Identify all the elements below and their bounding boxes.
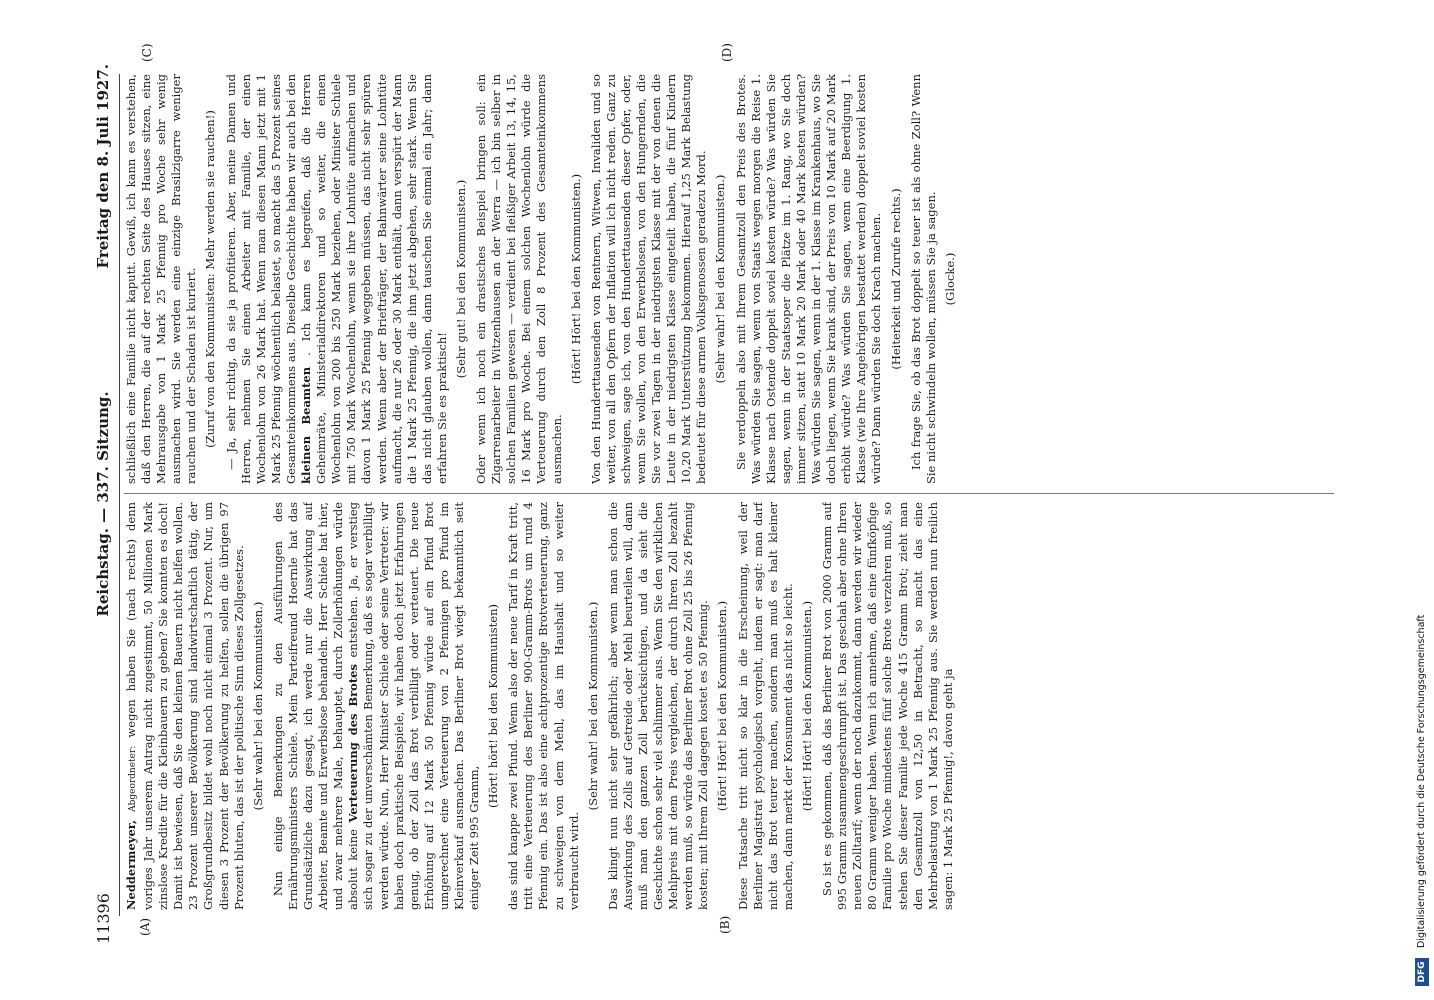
interjection: (Sehr wahr! bei den Kommunisten.)	[585, 601, 600, 811]
interjection: (Hört! Hört! bei den Kommunisten.)	[568, 173, 583, 385]
paragraph-text: entstehen. Ja, er verstieg sich sogar zu der unverschämten Bemerkung, daß es sogar verbilligt werden würde. Nun, Herr Minister Schiele oder seine Vertreter: wir haben doch praktische Beispiele, wir haben doch jetzt Erfahrungen genug, ob der Zoll das Brot verbilligt oder verteuert. Die neue Erhöhung auf 12 Mark 50 Pfennig würde auf ein Pfund Brot umgerechnet eine Verteuerung von 2 Pfennigen pro Pfund im Kleinverkauf ausmachen. Das Berliner Brot wiegt bekanntlich seit einiger Zeit 995 Gramm,	[346, 502, 482, 910]
interjection: (Hört! hört! bei den Kommunisten)	[486, 603, 501, 809]
interjection: (Sehr gut! bei den Kommunisten.)	[453, 179, 468, 379]
header-rule	[119, 74, 120, 916]
right-column	[124, 74, 1374, 484]
margin-mark-d: (D)	[720, 43, 734, 62]
speaker-role: Abgeordneter:	[128, 745, 138, 812]
margin-mark-b: (B)	[718, 915, 732, 934]
paragraph	[124, 502, 247, 910]
digitization-credit	[1414, 26, 1430, 986]
interjection: (Hört! Hört! bei den Kommunisten.)	[799, 600, 814, 812]
interjection: (Sehr wahr! bei den Kommunisten.)	[713, 174, 728, 384]
paragraph: das sind knappe zwei Pfund. Wenn also der neue Tarif in Kraft tritt, tritt eine Verteuerung des Berliner 900-Gramm-Brots um rund 4 Pfennig ein. Das ist also eine achtprozentige Brotverteuerung, ganz zu schweigen von dem Mehl, das im Haushalt und so weiter verbraucht wird.	[506, 502, 581, 910]
paragraph: Das klingt nun nicht sehr gefährlich; aber wenn man schon die Auswirkung des Zolls auf Getreide oder Mehl beurteilen will, dann muß man den ganzen Zoll berücksichtigen, und da sieht die Geschichte schon sehr viel schlimmer aus. Wenn Sie den wirklichen Mehlpreis mit dem Preis vergleichen, der durch Ihren Zoll bezahlt werden muß, so würde das Berliner Brot ohne Zoll 25 bis 26 Pfennig kosten; mit Ihrem Zoll dagegen kostet es 50 Pfennig.	[605, 502, 711, 910]
paragraph	[271, 502, 482, 910]
page-number: 11396	[94, 893, 113, 944]
paragraph	[224, 74, 450, 484]
speaker-name: Neddermeyer,	[124, 820, 138, 910]
paragraph: Von den Hunderttausenden von Rentnern, Witwen, Invaliden und so weiter, von all den Opfern der Inflation will ich nicht reden. Ganz zu schweigen, sage ich, von den Hunderttausenden dieser Opfer, oder, wenn Sie wollen, von den Erwerbslosen, von den Hungernden, die Sie vor zwei Tagen in der niedrigsten Klasse mit der von denen die Leute in der niedrigsten Klasse eingeteilt haben, die fünf Kindern 10,20 Mark Unterstützung bekommen. Hierauf 1,25 Mark Belastung bedeutet für diese armen Volksgenossen geradezu Mord.	[588, 74, 709, 484]
credit-line	[1414, 26, 1430, 986]
credit-text: Digitalisierung gefördert durch die Deutsche Forschungsgemeinschaft	[1416, 614, 1427, 948]
paragraph-text: wegen haben Sie (nach rechts) denn voriges Jahr unserem Antrag nicht zugestimmt, 50 Millionen Mark zinslose Kredite für die Kleinbauern zu geben? Sie konnten es doch! Damit ist bewiesen, daß Sie den kleinen Bauern nicht helfen wollen. 23 Prozent unserer Bevölkerung sind landwirtschaftlich tätig, der Großgrundbesitz bildet wohl noch nicht einmal 3 Prozent. Nur, um diesen 3 Prozent der Bevölkerung zu helfen, sollen die übrigen 97 Prozent bluten, das ist der politische Sinn dieses Zollgesetzes.	[124, 502, 246, 910]
interjection: (Sehr wahr! bei den Kommunisten.)	[250, 601, 265, 811]
interjection: (Hört! Hört! bei den Kommunisten.)	[715, 600, 730, 812]
interjection: (Heiterkeit und Zurufe rechts.)	[888, 188, 903, 370]
paragraph: Sie verdoppeln also mit Ihrem Gesamtzoll den Preis des Brotes. Was würden Sie sagen, wenn von Staats wegen morgen die Reise 1. Klasse nach Ostende doppelt soviel kosten würde? Was würden Sie sagen, wenn in der Staatsoper die Plätze im 1. Rang, wo Sie doch immer sitzen, statt 10 Mark 20 Mark oder 40 Mark kosten würden? Was würden Sie sagen, wenn in der 1. Klasse im Krankenhaus, wo Sie doch liegen, wenn Sie krank sind, der Preis von 10 Mark auf 20 Mark erhöht würde? Was würden Sie sagen, wenn eine Beerdigung 1. Klasse (wie Ihre Angehörigen bestattet werden) doppelt soviel kosten würde? Dann würden Sie doch Krach machen.	[733, 74, 884, 484]
paragraph-text: Nun einige Bemerkungen zu den Ausführungen des Ernährungsministers Schiele. Mein Parteifreund Hoernle hat das Grundsätzliche dazu gesagt, ich werde nur die Auswirkung auf Arbeiter, Beamte und Erwerbslose behandeln. Herr Schiele hat hier, und zwar mehrere Male, behauptet, durch Zollerhöhungen würde absolut keine	[270, 502, 361, 910]
margin-mark-a: (A)	[138, 917, 152, 936]
interjection: (Glocke.)	[942, 252, 957, 306]
paragraph-text: . Ich kann es begreifen, daß die Herren Geheimräte, Ministerialdirektoren und so weiter, die einen Wochenlohn von 200 bis 250 Mark beziehen, oder Minister Schiele mit 750 Mark Wochenlohn, wenn sie ihre Lohntüte aufmachen und davon 1 Mark 25 Pfennig weggeben müssen, das nicht sehr spüren werden. Wenn aber der Briefträger, der Bahnwärter seine Lohntüte aufmacht, die nur 26 oder 30 Mark enthält, dann verspürt der Mann die 1 Mark 25 Pfennig, die ihm jetzt abgehen, sehr stark. Wenn Sie das nicht glauben wollen, dann tauschen Sie einmal ein Jahr; dann erfahren Sie es praktisch!	[299, 74, 449, 484]
emphasis-text: kleinen Beamten	[299, 366, 314, 484]
margin-mark-c: (C)	[140, 43, 154, 62]
paragraph: Oder wenn ich noch ein drastisches Beispiel bringen soll: ein Zigarrenarbeiter in Witzenhausen an der Werra — ich bin selber in solchen Familien gewesen — verdient bei fleißiger Arbeit 13, 14, 15, 16 Mark pro Woche. Bei einem solchen Wochenlohn würde die Verteuerung durch den Zoll 8 Prozent des Gesamteinkommens ausmachen.	[474, 74, 564, 484]
paragraph: schließlich eine Familie nicht kaputt. Gewiß, ich kann es verstehen, daß den Herren, die auf der rechten Seite des Hauses sitzen, eine Mehrausgabe von 1 Mark 25 Pfennig pro Woche sehr wenig ausmachen wird. Sie werden eine einzige Brasilzigarre weniger rauchen und der Schaden ist kuriert.	[124, 74, 199, 484]
paragraph: So ist es gekommen, daß das Berliner Brot von 2000 Gramm auf 995 Gramm zusammengeschrumpft ist. Das geschah aber ohne Ihren neuen Zolltarif; wenn der noch dazukommt, dann werden wir wieder 80 Gramm weniger haben. Wenn ich annehme, daß eine fünfköpfige Familie pro Woche mindestens fünf solche Brote verzehren muß, so stehen Sie dieser Familie jede Woche 415 Gramm Brot; zieht man den Gesamtzoll von 12,50 in Betracht, so macht das eine Mehrbelastung von 1 Mark 25 Pfennig aus. Sie werden nun freilich sagen: 1 Mark 25 Pfennig!, davon geht ja	[820, 502, 955, 910]
column-divider	[124, 493, 1334, 494]
session-date: Freitag den 8. Juli 1927.	[94, 64, 112, 269]
running-title: Reichstag. — 337. Sitzung.	[94, 391, 112, 617]
left-column	[124, 502, 1374, 910]
emphasis-text: Verteuerung des Brotes	[346, 664, 361, 823]
interjection: (Zuruf von den Kommunisten: Mehr werden sie rauchen!)	[203, 110, 218, 448]
paragraph: Ich frage Sie, ob das Brot doppelt so teuer ist als ohne Zoll? Wenn Sie nicht schwindeln wollen, müssen Sie ja sagen.	[908, 74, 938, 484]
page-header	[94, 64, 118, 944]
paragraph-text: — Ja, sehr richtig, da sie ja profitieren. Aber, meine Damen und Herren, nehmen Sie einen Arbeiter mit Familie, der einen Wochenlohn von 26 Mark hat. Wenn man diesen Mann jetzt mit 1 Mark 25 Pfennig wöchentlich belastet, so macht das 5 Prozent seines Gesamteinkommens aus. Dieselbe Geschichte haben wir auch bei den	[223, 74, 298, 484]
paragraph: Diese Tatsache tritt nicht so klar in die Erscheinung, weil der Berliner Magistrat psychologisch vorgeht, indem er sagt: man darf nicht das Brot teurer machen, sondern man muß es halt kleiner machen, dann merkt der Konsument das nicht so leicht.	[735, 502, 795, 910]
dfg-logo: DFG	[1415, 958, 1429, 986]
